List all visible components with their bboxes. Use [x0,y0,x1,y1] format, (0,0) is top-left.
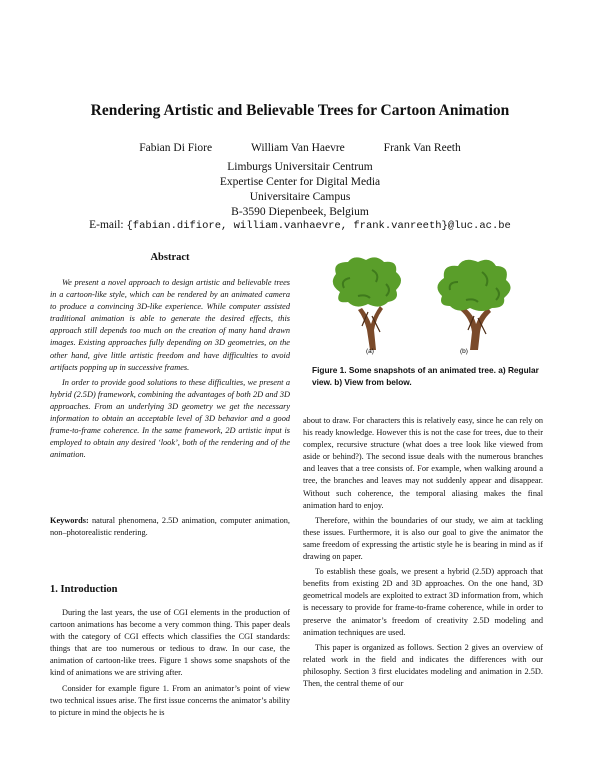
section-heading: 1. Introduction [50,584,118,595]
author-name: Fabian Di Fiore [139,142,213,154]
body-paragraph: about to draw. For characters this is relatively easy, since he can rely on his ready knowledge. However this is not the case for trees, due to their complex, recursive structure (what does a tree look like viewed from aside or behind?). The second issue deals with the numerous branches and leaves that a tree consists of. For example, when walking around a tree, the branches and leaves may not suddenly appear and disappear. Without such coherence, the temporal aliasing makes the final animation hard to enjoy. [303,416,543,510]
tree-figure [310,252,550,360]
email-label: E-mail: [89,219,127,231]
abstract-body [50,277,290,461]
tree-b-illustration [437,260,510,350]
affiliation-line: B-3590 Diepenbeek, Belgium [231,206,369,218]
figure-caption: Figure 1. Some snapshots of an animated tree. a) Regular view. b) View from below. [312,365,539,387]
tree-a-illustration [333,257,401,350]
affiliation-line: Limburgs Universitair Centrum [227,161,373,173]
email-line [0,219,600,232]
abstract-paragraph: In order to provide good solutions to these difficulties, we present a hybrid (2.5D) framework, combining the advantages of both 2D and 3D approaches. From an underlying 3D geometry we get the necessary information to obtain an acceptable level of 3D behavior and a good frame-to-frame coherence. In the same framework, 2D artistic input is employed to obtain any desired ‘look’, both of the rendering and of the animation. [50,377,290,460]
keywords-label: Keywords: [50,516,89,525]
body-paragraph: Therefore, within the boundaries of our study, we aim at tackling these issues. Furthermore, it is also our goal to give the animator the same freedom of expressing the artistic style he is bearing in mind as if drawing on paper. [303,515,543,562]
body-paragraph: To establish these goals, we present a hybrid (2.5D) approach that benefits from existing 2D and 3D approaches. On the one hand, 3D geometrical models are exploited to extract 3D information from, which is necessary to provide for frame-to-frame coherence, while in order to preserve the animator’s freedom of creativity 2.5D modeling and animation techniques are used. [303,567,543,637]
paper-title: Rendering Artistic and Believable Trees for Cartoon Animation [90,102,510,119]
email-addresses: {fabian.difiore, william.vanhaevre, frank.vanreeth}@luc.ac.be [126,220,511,232]
author-list [0,142,600,154]
affiliation-line: Universitaire Campus [249,191,351,203]
affiliation-line: Expertise Center for Digital Media [219,176,381,188]
abstract-paragraph: We present a novel approach to design artistic and believable trees in a cartoon-like style, which can be rendered by an animated camera to produce a convincing 3D-like experience. While computer assisted traditional animation is able to generate the desired effects, this approach still depends too much on the creation of many hand drawn images. Existing approaches fully depending on 3D geometries, on the other hand, give little artistic freedom and have difficulties to avoid artifacts popping up in successive frames. [50,278,290,372]
right-column-body [303,415,543,690]
figure-label-a: (a) [366,348,374,355]
body-paragraph: This paper is organized as follows. Section 2 gives an overview of related work in the field and indicates the differences with our philosophy. Section 3 first elucidates modeling and animation in 2.5D. Then, the central theme of our [303,642,543,688]
body-paragraph: During the last years, the use of CGI elements in the production of cartoon animations has become a very common thing. This paper deals with the category of CGI effects which classifies the CGI standards: things that are too numerous or tedious to draw. In our case, the animation of cartoon-like trees. Figure 1 shows some snapshots of the kind of animations we are striving after. [50,608,290,678]
author-name: William Van Haevre [250,142,345,154]
body-paragraph: Consider for example figure 1. From an animator’s point of view two technical issues arise. The first issue concerns the animator’s ability to picture in mind the objects he is [50,683,290,717]
keywords-text: natural phenomena, 2.5D animation, computer animation, non–photorealistic rendering. [50,516,290,538]
figure-label-b: (b) [460,348,468,355]
introduction-body [50,607,290,719]
author-name: Frank Van Reeth [383,142,461,154]
keywords [50,515,290,539]
abstract-heading: Abstract [150,252,190,263]
